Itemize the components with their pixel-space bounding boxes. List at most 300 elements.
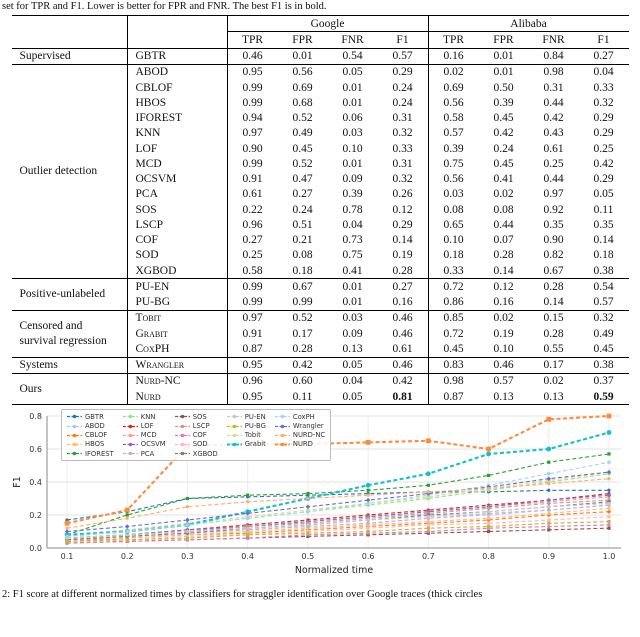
- legend-swatch-SOS: [175, 413, 190, 420]
- value-cell: 0.05: [328, 389, 378, 405]
- legend-item: [175, 449, 218, 458]
- data-point: [246, 533, 249, 536]
- value-cell: 0.04: [342, 218, 363, 231]
- header-row-groups: [12, 16, 629, 32]
- value-cell: 0.26: [392, 188, 413, 201]
- legend-swatch-Tobit: [227, 432, 242, 439]
- legend-column: [67, 412, 114, 458]
- method-label: XGBOD: [127, 263, 227, 279]
- value-cell: 0.82: [543, 249, 564, 262]
- data-point: [547, 522, 550, 525]
- value-cell: 0.24: [493, 142, 514, 155]
- value-cell: 0.90: [227, 141, 278, 156]
- value-cell: 0.32: [392, 173, 413, 185]
- data-point: [607, 489, 610, 492]
- legend-swatch-PCA: [123, 450, 138, 457]
- legend-swatch-LSCP: [175, 423, 190, 430]
- value-cell: 0.11: [278, 389, 328, 405]
- category-label: Systems: [12, 357, 128, 373]
- data-point: [367, 519, 370, 522]
- value-cell: 0.45: [428, 341, 479, 357]
- value-cell: 0.61: [543, 142, 564, 155]
- value-cell: 0.87: [227, 341, 278, 357]
- value-cell: 0.61: [227, 187, 278, 202]
- value-cell: 0.45: [579, 341, 629, 357]
- legend-column: [275, 412, 325, 458]
- legend-item: [67, 421, 114, 430]
- method-label: COF: [127, 233, 227, 248]
- value-cell: 0.41: [493, 173, 514, 185]
- x-tick-label: 0.9: [542, 552, 556, 562]
- legend-item: [227, 431, 266, 440]
- table-caption: set for TPR and F1. Lower is better for FPR and FNR. The best F1 is in bold.: [2, 1, 327, 12]
- data-point: [306, 532, 309, 535]
- value-cell: 0.01: [342, 157, 363, 170]
- value-cell: 0.37: [593, 375, 614, 388]
- data-point: [547, 512, 550, 515]
- value-cell: 0.01: [342, 280, 363, 293]
- method-label: Wrangler: [127, 357, 227, 373]
- data-point: [246, 527, 249, 530]
- value-cell: 0.46: [392, 327, 413, 340]
- data-point: [547, 489, 550, 492]
- value-cell: 0.08: [292, 249, 313, 262]
- data-point: [366, 440, 371, 445]
- value-cell: 0.05: [593, 188, 614, 201]
- value-cell: 0.02: [493, 188, 514, 201]
- value-cell: 0.84: [529, 48, 579, 64]
- x-tick-label: 0.3: [181, 552, 194, 562]
- value-cell: 0.27: [392, 280, 413, 293]
- data-point: [126, 538, 129, 541]
- value-cell: 0.32: [593, 312, 614, 325]
- series-line-ABOD: [67, 505, 609, 540]
- method-label: Nurd: [127, 389, 227, 405]
- value-cell: 0.03: [342, 312, 363, 325]
- value-cell: 0.02: [543, 375, 564, 388]
- value-cell: 0.28: [493, 249, 514, 262]
- category-label: Outlier detection: [12, 64, 128, 279]
- series-line-LSCP: [67, 500, 609, 538]
- metric-header: TPR: [227, 32, 278, 48]
- value-cell: 0.96: [227, 217, 278, 232]
- value-cell: 0.25: [593, 142, 614, 155]
- value-cell: 0.38: [579, 263, 629, 279]
- data-point: [246, 500, 249, 503]
- data-point: [125, 525, 130, 530]
- data-point: [487, 510, 490, 513]
- data-point: [246, 537, 249, 540]
- value-cell: 0.91: [227, 326, 278, 341]
- f1-over-time-chart: [9, 408, 631, 586]
- value-cell: 0.42: [392, 375, 413, 388]
- legend-swatch-NURD: [275, 441, 290, 448]
- data-point: [185, 518, 190, 523]
- table-row: [12, 373, 629, 389]
- legend-item: [123, 449, 166, 458]
- value-cell: 0.31: [392, 157, 413, 170]
- data-point: [546, 417, 551, 422]
- value-cell: 0.58: [428, 111, 479, 126]
- legend-item: [67, 440, 114, 449]
- legend-swatch-HBOS: [67, 441, 82, 448]
- value-cell: 0.99: [278, 295, 328, 311]
- value-cell: 0.01: [342, 96, 363, 109]
- data-point: [186, 497, 189, 500]
- value-cell: 0.90: [543, 234, 564, 246]
- legend-label: HBOS: [85, 440, 105, 449]
- data-point: [607, 515, 610, 518]
- legend-column: [175, 412, 218, 458]
- value-cell: 0.72: [428, 279, 479, 295]
- value-cell: 0.18: [428, 248, 479, 263]
- data-point: [607, 414, 612, 419]
- value-cell: 0.10: [479, 341, 529, 357]
- data-point: [306, 497, 309, 500]
- value-cell: 0.68: [292, 96, 313, 109]
- data-point: [427, 515, 430, 518]
- value-cell: 0.28: [278, 341, 328, 357]
- value-cell: 0.99: [227, 156, 278, 171]
- value-cell: 0.38: [579, 357, 629, 373]
- y-tick-label: 0.4: [29, 478, 42, 488]
- metric-header: FNR: [328, 32, 378, 48]
- value-cell: 0.50: [493, 81, 514, 94]
- value-cell: 0.49: [593, 327, 614, 340]
- value-cell: 0.11: [593, 203, 614, 216]
- data-point: [186, 537, 189, 540]
- table-row: [12, 357, 629, 373]
- value-cell: 0.08: [493, 203, 514, 216]
- data-point: [65, 521, 70, 526]
- value-cell: 0.25: [227, 248, 278, 263]
- data-point: [427, 524, 430, 527]
- value-cell: 0.10: [428, 233, 479, 248]
- legend-label: SOD: [192, 440, 208, 449]
- data-point: [125, 508, 130, 513]
- data-point: [366, 498, 371, 503]
- value-cell: 0.28: [543, 327, 564, 340]
- method-label: PCA: [127, 187, 227, 202]
- legend-swatch-SOD: [175, 441, 190, 448]
- value-cell: 0.56: [428, 95, 479, 110]
- legend-label: COF: [192, 431, 207, 440]
- value-cell: 0.69: [428, 80, 479, 95]
- legend-item: [123, 440, 166, 449]
- legend-swatch-CBLOF: [67, 432, 82, 439]
- value-cell: 0.01: [493, 66, 514, 79]
- value-cell: 0.24: [292, 203, 313, 216]
- x-tick-label: 0.7: [421, 552, 435, 562]
- value-cell: 0.35: [543, 218, 564, 231]
- value-cell: 0.39: [428, 141, 479, 156]
- value-cell: 0.16: [428, 48, 479, 64]
- value-cell: 0.12: [392, 203, 413, 216]
- data-point: [547, 472, 550, 475]
- value-cell: 0.16: [378, 295, 429, 311]
- legend-column: [227, 412, 266, 458]
- method-label: IFOREST: [127, 111, 227, 126]
- value-cell: 0.19: [493, 327, 514, 340]
- value-cell: 0.87: [428, 389, 479, 405]
- legend-item: [123, 421, 166, 430]
- value-cell: 0.98: [543, 66, 564, 79]
- value-cell: 0.29: [593, 173, 614, 185]
- legend-item: [227, 412, 266, 421]
- x-tick-label: 0.1: [60, 552, 74, 562]
- value-cell: 0.46: [392, 312, 413, 325]
- legend-item: [175, 431, 218, 440]
- value-cell: 0.42: [543, 112, 564, 124]
- value-cell: 0.52: [292, 157, 313, 170]
- legend-label: CBLOF: [85, 431, 108, 440]
- data-point: [306, 505, 311, 510]
- value-cell: 0.56: [292, 66, 313, 79]
- data-point: [607, 453, 610, 456]
- dataset-header: Alibaba: [428, 16, 629, 32]
- legend-swatch-COF: [175, 432, 190, 439]
- data-point: [607, 507, 610, 510]
- value-cell: 0.57: [378, 48, 429, 64]
- x-tick-label: 0.5: [301, 552, 315, 562]
- data-point: [607, 477, 610, 480]
- data-point: [607, 430, 612, 435]
- data-point: [126, 517, 129, 520]
- x-tick-label: 0.2: [120, 552, 134, 562]
- data-point: [65, 540, 68, 543]
- value-cell: 0.52: [292, 312, 313, 325]
- value-cell: 0.73: [342, 234, 363, 246]
- value-cell: 0.14: [593, 234, 614, 246]
- data-point: [487, 522, 490, 525]
- x-tick-label: 1.0: [602, 552, 616, 562]
- legend-swatch-KNN: [123, 413, 138, 420]
- value-cell: 0.55: [529, 341, 579, 357]
- value-cell: 0.01: [278, 48, 328, 64]
- value-cell: 0.60: [292, 375, 313, 388]
- legend-label: Tobit: [244, 431, 261, 440]
- x-tick-label: 0.4: [241, 552, 255, 562]
- value-cell: 0.95: [227, 64, 278, 80]
- value-cell: 0.57: [493, 375, 514, 388]
- value-cell: 0.56: [428, 172, 479, 187]
- data-point: [546, 447, 551, 452]
- data-point: [186, 505, 189, 508]
- method-label: ABOD: [127, 64, 227, 80]
- legend-label: LOF: [140, 422, 154, 431]
- value-cell: 0.27: [579, 48, 629, 64]
- value-cell: 0.24: [392, 96, 413, 109]
- metric-header: F1: [378, 32, 429, 48]
- data-point: [487, 525, 490, 528]
- value-cell: 0.95: [227, 389, 278, 405]
- table-row: [12, 48, 629, 64]
- value-cell: 0.59: [579, 389, 629, 405]
- legend-label: OCSVM: [140, 440, 166, 449]
- data-point: [306, 524, 309, 527]
- value-cell: 0.91: [227, 172, 278, 187]
- legend-item: [67, 449, 114, 458]
- value-cell: 0.14: [392, 234, 413, 246]
- legend-item: [275, 431, 325, 440]
- method-label: LOF: [127, 141, 227, 156]
- x-axis-title: Normalized time: [294, 565, 374, 577]
- data-point: [486, 447, 491, 452]
- results-table-body: [12, 48, 629, 405]
- value-cell: 0.09: [342, 173, 363, 185]
- category-label: Ours: [12, 373, 128, 405]
- data-point: [547, 529, 550, 532]
- legend-swatch-GBTR: [67, 413, 82, 420]
- data-point: [427, 530, 430, 533]
- data-point: [306, 492, 309, 495]
- method-label: SOS: [127, 202, 227, 217]
- data-point: [607, 520, 610, 523]
- value-cell: 0.17: [292, 327, 313, 340]
- value-cell: 0.92: [543, 203, 564, 216]
- legend-item: [175, 440, 218, 449]
- legend-swatch-CoxPH: [275, 413, 290, 420]
- value-cell: 0.28: [543, 280, 564, 293]
- value-cell: 0.29: [593, 112, 614, 124]
- value-cell: 0.81: [378, 389, 429, 405]
- method-label: KNN: [127, 126, 227, 141]
- metric-header: FPR: [278, 32, 328, 48]
- value-cell: 0.03: [428, 187, 479, 202]
- value-cell: 0.97: [543, 188, 564, 201]
- data-point: [246, 494, 249, 497]
- data-point: [367, 530, 370, 533]
- method-label: CoxPH: [127, 341, 227, 357]
- series-line-PCA: [67, 505, 609, 540]
- value-cell: 0.09: [342, 327, 363, 340]
- value-cell: 0.96: [227, 373, 278, 389]
- value-cell: 0.45: [493, 112, 514, 124]
- series-line-LOF: [67, 494, 609, 538]
- value-cell: 0.15: [543, 312, 564, 325]
- value-cell: 0.46: [227, 48, 278, 64]
- legend-item: [67, 412, 114, 421]
- legend-column: [123, 412, 166, 458]
- value-cell: 0.14: [479, 263, 529, 279]
- value-cell: 0.04: [342, 375, 363, 388]
- data-point: [607, 524, 610, 527]
- value-cell: 0.07: [493, 234, 514, 246]
- value-cell: 0.99: [227, 295, 278, 311]
- legend-label: Wrangler: [292, 422, 324, 431]
- value-cell: 0.44: [543, 96, 564, 109]
- value-cell: 0.31: [392, 112, 413, 124]
- value-cell: 0.54: [593, 280, 614, 293]
- value-cell: 0.86: [428, 295, 479, 311]
- value-cell: 0.99: [227, 80, 278, 95]
- data-point: [427, 520, 430, 523]
- legend-label: SOS: [192, 412, 207, 421]
- value-cell: 0.67: [292, 280, 313, 293]
- value-cell: 0.95: [227, 357, 278, 373]
- legend-label: KNN: [140, 412, 156, 421]
- data-point: [426, 472, 431, 477]
- value-cell: 0.46: [378, 357, 429, 373]
- value-cell: 0.16: [479, 295, 529, 311]
- value-cell: 0.44: [543, 173, 564, 185]
- data-point: [547, 505, 550, 508]
- legend-label: CoxPH: [292, 412, 315, 421]
- value-cell: 0.52: [292, 112, 313, 124]
- value-cell: 0.03: [342, 127, 363, 140]
- method-label: MCD: [127, 156, 227, 171]
- value-cell: 0.35: [593, 218, 614, 231]
- value-cell: 0.45: [292, 142, 313, 155]
- legend-swatch-MCD: [123, 432, 138, 439]
- value-cell: 0.32: [593, 96, 614, 109]
- value-cell: 0.47: [292, 173, 313, 185]
- y-tick-label: 0.0: [29, 544, 42, 554]
- series-line-MCD: [67, 497, 609, 538]
- data-point: [547, 461, 550, 464]
- data-point: [487, 487, 490, 490]
- y-axis-title: F1: [12, 476, 23, 489]
- value-cell: 0.61: [378, 341, 429, 357]
- value-cell: 0.42: [593, 157, 614, 170]
- value-cell: 0.13: [328, 341, 378, 357]
- value-cell: 0.46: [479, 357, 529, 373]
- method-label: GBTR: [127, 48, 227, 64]
- value-cell: 0.57: [579, 295, 629, 311]
- x-tick-label: 0.6: [361, 552, 375, 562]
- table-row: [12, 310, 629, 326]
- value-cell: 0.08: [428, 202, 479, 217]
- data-point: [427, 527, 430, 530]
- method-label: OCSVM: [127, 172, 227, 187]
- legend-label: Grabit: [244, 440, 266, 449]
- data-point: [367, 527, 370, 530]
- data-point: [426, 439, 431, 444]
- data-point: [65, 535, 68, 538]
- data-point: [607, 502, 610, 505]
- legend-swatch-PU-EN: [227, 413, 242, 420]
- value-cell: 0.27: [292, 188, 313, 201]
- value-cell: 0.22: [227, 202, 278, 217]
- value-cell: 0.13: [479, 389, 529, 405]
- value-cell: 0.45: [493, 157, 514, 170]
- legend-label: NURD-NC: [292, 431, 326, 440]
- value-cell: 0.97: [227, 126, 278, 141]
- method-label: LSCP: [127, 217, 227, 232]
- value-cell: 0.49: [292, 127, 313, 140]
- method-label: Nurd-NC: [127, 373, 227, 389]
- legend-item: [175, 412, 218, 421]
- data-point: [427, 484, 430, 487]
- legend-item: [275, 412, 325, 421]
- method-label: PU-EN: [127, 279, 227, 295]
- figure-caption: 2: F1 score at different normalized times by classifiers for straggler identification over Google traces (thick circles: [2, 589, 483, 601]
- corner-cell: [127, 16, 227, 49]
- data-point: [487, 517, 490, 520]
- value-cell: 0.58: [227, 263, 278, 279]
- data-point: [367, 489, 370, 492]
- legend-swatch-Grabit: [227, 441, 242, 448]
- value-cell: 0.18: [278, 263, 328, 279]
- legend-item: [275, 421, 325, 430]
- corner-cell: [12, 16, 128, 49]
- value-cell: 0.32: [392, 127, 413, 140]
- value-cell: 0.97: [227, 310, 278, 326]
- table-row: [12, 64, 629, 80]
- value-cell: 0.02: [493, 312, 514, 325]
- value-cell: 0.02: [428, 64, 479, 80]
- chart-legend: [61, 409, 331, 461]
